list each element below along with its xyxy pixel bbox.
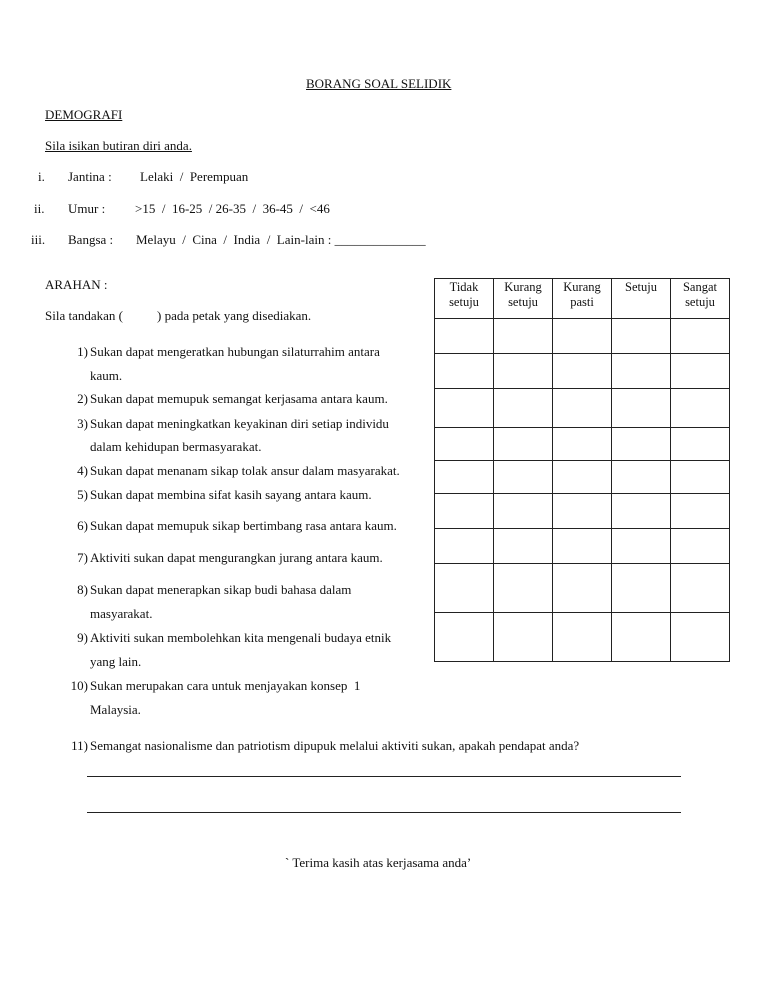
rating-row bbox=[435, 494, 730, 529]
demografi-item-num: i. bbox=[38, 169, 45, 184]
header-line: Setuju bbox=[625, 280, 657, 294]
rating-cell[interactable] bbox=[494, 319, 553, 354]
demografi-item-options[interactable]: >15 / 16-25 / 26-35 / 36-45 / <46 bbox=[135, 201, 330, 216]
question-number: 1) bbox=[77, 344, 88, 359]
header-line: setuju bbox=[508, 295, 538, 309]
rating-row bbox=[435, 461, 730, 494]
rating-cell[interactable] bbox=[612, 389, 671, 428]
rating-cell[interactable] bbox=[435, 564, 494, 613]
rating-cell[interactable] bbox=[671, 529, 730, 564]
header-setuju bbox=[612, 279, 671, 319]
rating-cell[interactable] bbox=[435, 319, 494, 354]
header-line: Kurang bbox=[504, 280, 542, 294]
question-number: 7) bbox=[77, 550, 88, 565]
form-title: BORANG SOAL SELIDIK bbox=[306, 76, 452, 91]
question-number: 3) bbox=[77, 416, 88, 431]
header-line: setuju bbox=[449, 295, 479, 309]
answer-line[interactable] bbox=[87, 812, 681, 813]
demografi-item-options[interactable]: Melayu / Cina / India / Lain-lain : ______________ bbox=[136, 232, 426, 247]
rating-cell[interactable] bbox=[553, 461, 612, 494]
rating-cell[interactable] bbox=[494, 494, 553, 529]
rating-row bbox=[435, 529, 730, 564]
demografi-item-label: Umur : bbox=[68, 201, 106, 216]
answer-line[interactable] bbox=[87, 776, 681, 777]
header-line: Sangat bbox=[682, 280, 718, 294]
demografi-item-num: ii. bbox=[34, 201, 45, 216]
rating-cell[interactable] bbox=[494, 613, 553, 662]
question-text: Sukan merupakan cara untuk menjayakan konsep 1 bbox=[90, 678, 361, 693]
question-text: Sukan dapat memupuk sikap bertimbang rasa antara kaum. bbox=[90, 518, 397, 533]
rating-cell[interactable] bbox=[671, 319, 730, 354]
rating-cell[interactable] bbox=[435, 529, 494, 564]
demografi-item-options[interactable]: Lelaki / Perempuan bbox=[140, 169, 249, 184]
rating-cell[interactable] bbox=[553, 428, 612, 461]
rating-cell[interactable] bbox=[612, 428, 671, 461]
question-number: 4) bbox=[77, 463, 88, 478]
rating-cell[interactable] bbox=[435, 389, 494, 428]
header-kurang-pasti bbox=[553, 279, 612, 319]
rating-cell[interactable] bbox=[671, 564, 730, 613]
rating-cell[interactable] bbox=[612, 319, 671, 354]
question-text: Sukan dapat menerapkan sikap budi bahasa dalam bbox=[90, 582, 352, 597]
question-text-cont: masyarakat. bbox=[90, 606, 153, 621]
rating-cell[interactable] bbox=[494, 354, 553, 389]
question-number: 5) bbox=[77, 487, 88, 502]
rating-cell[interactable] bbox=[612, 564, 671, 613]
rating-cell[interactable] bbox=[494, 564, 553, 613]
rating-cell[interactable] bbox=[671, 389, 730, 428]
closing-note: ` Terima kasih atas kerjasama anda’ bbox=[285, 855, 472, 870]
header-line: Kurang bbox=[563, 280, 601, 294]
rating-cell[interactable] bbox=[553, 613, 612, 662]
header-line: setuju bbox=[685, 295, 715, 309]
rating-cell[interactable] bbox=[671, 494, 730, 529]
rating-header-row bbox=[435, 279, 730, 319]
rating-grid bbox=[434, 278, 730, 662]
rating-cell[interactable] bbox=[435, 494, 494, 529]
question-text: Aktiviti sukan membolehkan kita mengenali budaya etnik bbox=[90, 630, 392, 645]
question-number: 9) bbox=[77, 630, 88, 645]
question-number: 2) bbox=[77, 391, 88, 406]
rating-cell[interactable] bbox=[671, 613, 730, 662]
rating-cell[interactable] bbox=[494, 389, 553, 428]
header-sangat-setuju bbox=[671, 279, 730, 319]
question-text: Sukan dapat menanam sikap tolak ansur dalam masyarakat. bbox=[90, 463, 400, 478]
rating-cell[interactable] bbox=[553, 354, 612, 389]
rating-cell[interactable] bbox=[553, 389, 612, 428]
rating-cell[interactable] bbox=[494, 461, 553, 494]
question-text: Sukan dapat mengeratkan hubungan silaturrahim antara bbox=[90, 344, 380, 359]
header-tidak-setuju bbox=[435, 279, 494, 319]
question-number: 8) bbox=[77, 582, 88, 597]
rating-cell[interactable] bbox=[671, 354, 730, 389]
rating-cell[interactable] bbox=[671, 428, 730, 461]
rating-cell[interactable] bbox=[435, 354, 494, 389]
question-text: Sukan dapat memupuk semangat kerjasama antara kaum. bbox=[90, 391, 388, 406]
rating-row bbox=[435, 564, 730, 613]
rating-cell[interactable] bbox=[612, 461, 671, 494]
question-number: 10) bbox=[70, 678, 88, 693]
rating-row bbox=[435, 389, 730, 428]
question-text-cont: dalam kehidupan bermasyarakat. bbox=[90, 439, 262, 454]
rating-cell[interactable] bbox=[612, 613, 671, 662]
arahan-text-after: ) pada petak yang disediakan. bbox=[157, 308, 312, 323]
question-text-cont: yang lain. bbox=[90, 654, 142, 669]
rating-cell[interactable] bbox=[612, 529, 671, 564]
rating-cell[interactable] bbox=[553, 529, 612, 564]
header-line: Tidak bbox=[449, 280, 479, 294]
demografi-item-num: iii. bbox=[31, 232, 46, 247]
rating-row bbox=[435, 354, 730, 389]
rating-row bbox=[435, 319, 730, 354]
demografi-item-label: Jantina : bbox=[68, 169, 112, 184]
rating-cell[interactable] bbox=[553, 319, 612, 354]
rating-cell[interactable] bbox=[553, 494, 612, 529]
header-line: pasti bbox=[570, 295, 594, 309]
arahan-text-before: Sila tandakan ( bbox=[45, 308, 123, 323]
arahan-heading: ARAHAN : bbox=[45, 277, 108, 292]
question-text-cont: kaum. bbox=[90, 368, 123, 383]
rating-cell[interactable] bbox=[494, 428, 553, 461]
rating-row bbox=[435, 428, 730, 461]
demografi-instruction: Sila isikan butiran diri anda. bbox=[45, 138, 192, 153]
question-text: Sukan dapat meningkatkan keyakinan diri setiap individu bbox=[90, 416, 389, 431]
question-text: Semangat nasionalisme dan patriotism dipupuk melalui aktiviti sukan, apakah pendapat anda? bbox=[90, 738, 580, 753]
rating-row bbox=[435, 613, 730, 662]
question-text-cont: Malaysia. bbox=[90, 702, 141, 717]
rating-cell[interactable] bbox=[435, 461, 494, 494]
rating-cell[interactable] bbox=[435, 613, 494, 662]
question-number: 6) bbox=[77, 518, 88, 533]
rating-cell[interactable] bbox=[553, 564, 612, 613]
demografi-heading: DEMOGRAFI bbox=[45, 107, 123, 122]
question-text: Aktiviti sukan dapat mengurangkan jurang antara kaum. bbox=[90, 550, 383, 565]
rating-cell[interactable] bbox=[612, 494, 671, 529]
question-text: Sukan dapat membina sifat kasih sayang antara kaum. bbox=[90, 487, 372, 502]
rating-cell[interactable] bbox=[494, 529, 553, 564]
rating-cell[interactable] bbox=[435, 428, 494, 461]
header-kurang-setuju bbox=[494, 279, 553, 319]
rating-cell[interactable] bbox=[671, 461, 730, 494]
question-number: 11) bbox=[71, 738, 88, 753]
rating-grid-body bbox=[435, 319, 730, 662]
demografi-item-label: Bangsa : bbox=[68, 232, 114, 247]
rating-cell[interactable] bbox=[612, 354, 671, 389]
